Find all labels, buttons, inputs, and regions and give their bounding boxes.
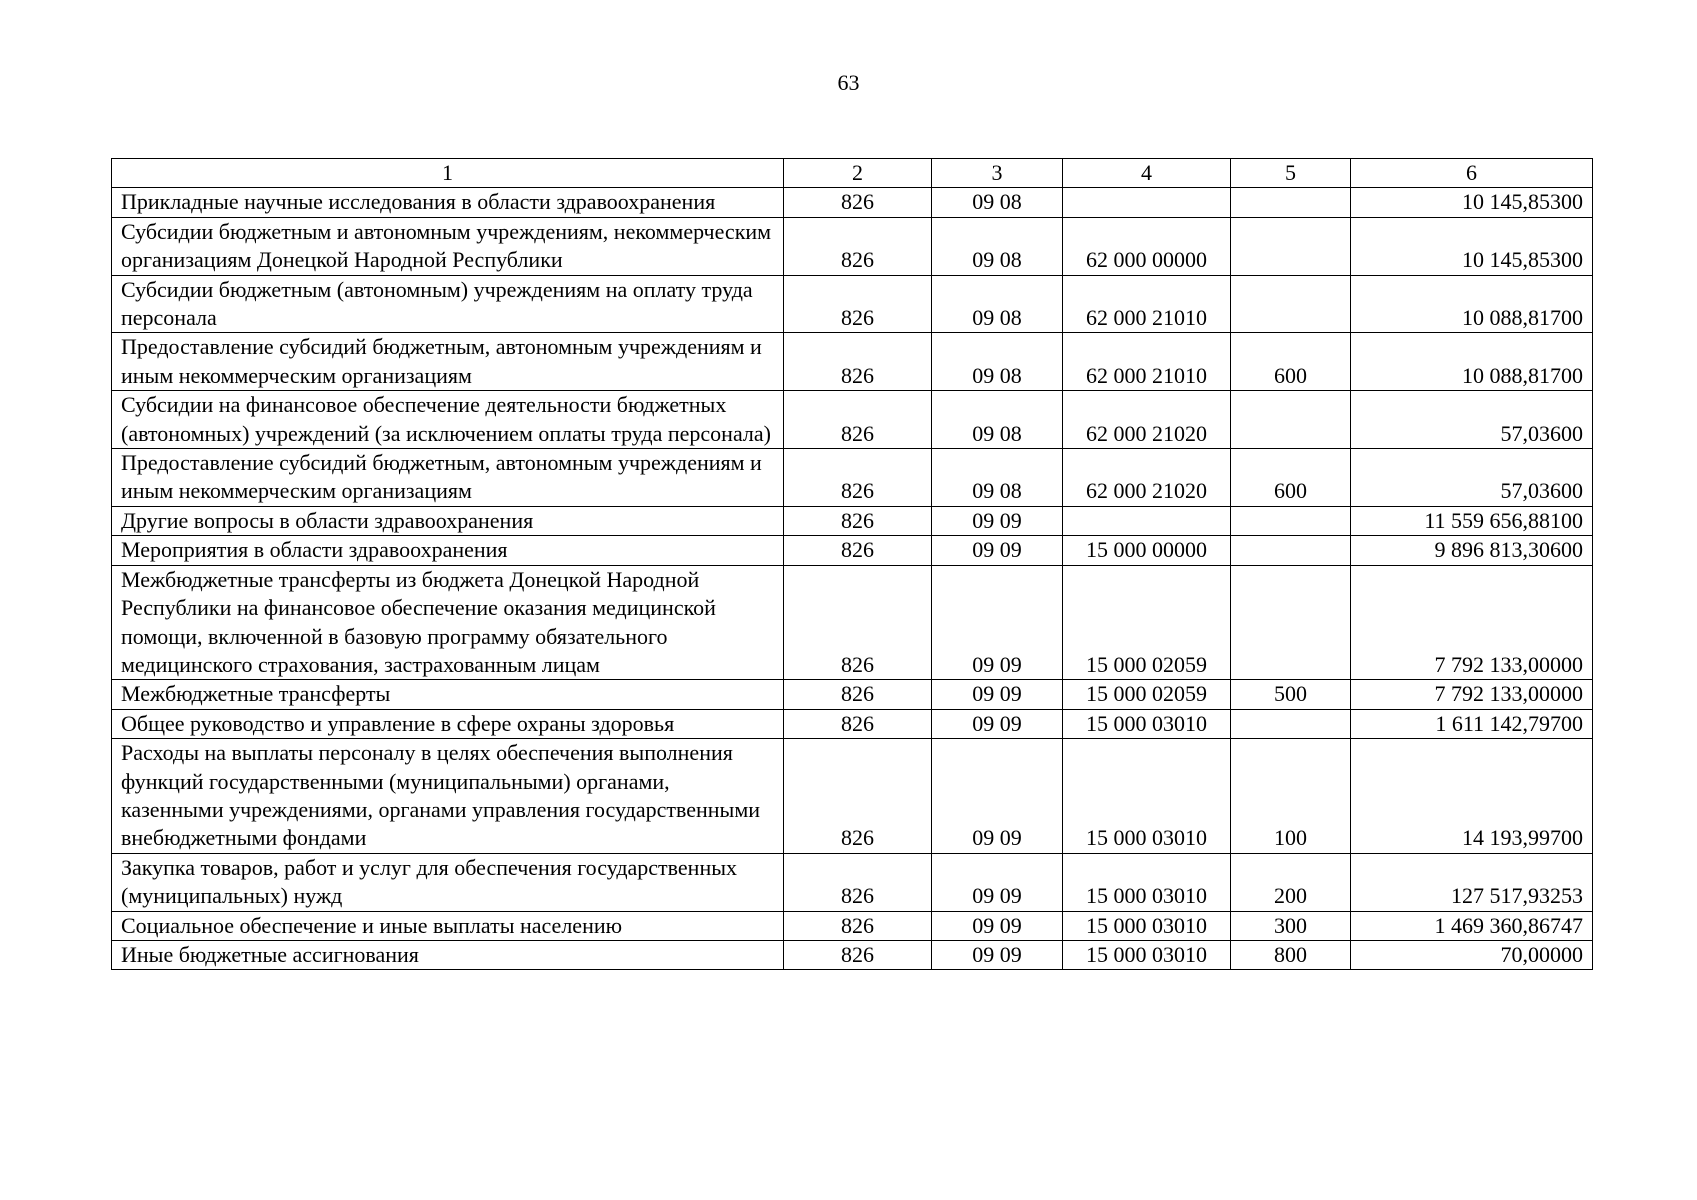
expense-name-cell: Закупка товаров, работ и услуг для обеспечения государственных (муниципальных) нужд xyxy=(112,853,784,911)
target-article-cell: 15 000 03010 xyxy=(1063,940,1231,969)
expense-name-cell: Расходы на выплаты персоналу в целях обеспечения выполнения функций государственными (муниципальными) органами, казенными учреждениями, органами управления государственными внебюджетными фондами xyxy=(112,739,784,854)
ministry-code-cell: 826 xyxy=(784,391,932,449)
column-header: 1 xyxy=(112,159,784,188)
expense-name-cell: Предоставление субсидий бюджетным, автономным учреждениям и иным некоммерческим организациям xyxy=(112,333,784,391)
target-article-cell xyxy=(1063,506,1231,535)
amount-cell: 1 469 360,86747 xyxy=(1351,911,1593,940)
column-header: 4 xyxy=(1063,159,1231,188)
table-row xyxy=(112,275,1593,333)
amount-cell: 7 792 133,00000 xyxy=(1351,680,1593,709)
amount-cell: 10 088,81700 xyxy=(1351,333,1593,391)
expense-name-cell: Иные бюджетные ассигнования xyxy=(112,940,784,969)
expense-type-cell xyxy=(1231,275,1351,333)
ministry-code-cell: 826 xyxy=(784,940,932,969)
table-row xyxy=(112,853,1593,911)
target-article-cell xyxy=(1063,188,1231,217)
expense-type-cell xyxy=(1231,536,1351,565)
amount-cell: 10 145,85300 xyxy=(1351,188,1593,217)
ministry-code-cell: 826 xyxy=(784,217,932,275)
amount-cell: 10 145,85300 xyxy=(1351,217,1593,275)
page-number: 63 xyxy=(837,70,860,95)
amount-cell: 10 088,81700 xyxy=(1351,275,1593,333)
expense-type-cell: 600 xyxy=(1231,333,1351,391)
expense-type-cell: 100 xyxy=(1231,739,1351,854)
amount-cell: 57,03600 xyxy=(1351,449,1593,507)
table-row xyxy=(112,217,1593,275)
target-article-cell: 15 000 02059 xyxy=(1063,565,1231,680)
section-code-cell: 09 09 xyxy=(932,709,1063,738)
ministry-code-cell: 826 xyxy=(784,449,932,507)
section-code-cell: 09 08 xyxy=(932,449,1063,507)
section-code-cell: 09 09 xyxy=(932,506,1063,535)
ministry-code-cell: 826 xyxy=(784,333,932,391)
section-code-cell: 09 08 xyxy=(932,333,1063,391)
expense-name-cell: Субсидии бюджетным и автономным учреждениям, некоммерческим организациям Донецкой Народной Республики xyxy=(112,217,784,275)
column-header: 2 xyxy=(784,159,932,188)
section-code-cell: 09 08 xyxy=(932,217,1063,275)
table-row xyxy=(112,536,1593,565)
section-code-cell: 09 09 xyxy=(932,536,1063,565)
expense-name-cell: Предоставление субсидий бюджетным, автономным учреждениям и иным некоммерческим организациям xyxy=(112,449,784,507)
expense-name-cell: Другие вопросы в области здравоохранения xyxy=(112,506,784,535)
expense-name-cell: Межбюджетные трансферты xyxy=(112,680,784,709)
expense-type-cell: 200 xyxy=(1231,853,1351,911)
expense-type-cell xyxy=(1231,217,1351,275)
table-row xyxy=(112,565,1593,680)
ministry-code-cell: 826 xyxy=(784,739,932,854)
column-header: 6 xyxy=(1351,159,1593,188)
target-article-cell: 15 000 03010 xyxy=(1063,911,1231,940)
expense-name-cell: Субсидии бюджетным (автономным) учреждениям на оплату труда персонала xyxy=(112,275,784,333)
target-article-cell: 15 000 03010 xyxy=(1063,853,1231,911)
expense-type-cell: 300 xyxy=(1231,911,1351,940)
ministry-code-cell: 826 xyxy=(784,709,932,738)
expense-type-cell xyxy=(1231,391,1351,449)
expense-type-cell xyxy=(1231,188,1351,217)
section-code-cell: 09 09 xyxy=(932,853,1063,911)
expense-name-cell: Общее руководство и управление в сфере охраны здоровья xyxy=(112,709,784,738)
target-article-cell: 62 000 21020 xyxy=(1063,391,1231,449)
target-article-cell: 15 000 03010 xyxy=(1063,709,1231,738)
amount-cell: 70,00000 xyxy=(1351,940,1593,969)
table-header-row xyxy=(112,159,1593,188)
target-article-cell: 62 000 21010 xyxy=(1063,333,1231,391)
section-code-cell: 09 09 xyxy=(932,940,1063,969)
expense-name-cell: Прикладные научные исследования в области здравоохранения xyxy=(112,188,784,217)
amount-cell: 1 611 142,79700 xyxy=(1351,709,1593,738)
amount-cell: 11 559 656,88100 xyxy=(1351,506,1593,535)
ministry-code-cell: 826 xyxy=(784,275,932,333)
section-code-cell: 09 09 xyxy=(932,739,1063,854)
column-header: 5 xyxy=(1231,159,1351,188)
table-row xyxy=(112,709,1593,738)
section-code-cell: 09 09 xyxy=(932,911,1063,940)
budget-table xyxy=(111,158,1593,970)
expense-type-cell xyxy=(1231,506,1351,535)
expense-type-cell: 800 xyxy=(1231,940,1351,969)
target-article-cell: 62 000 21020 xyxy=(1063,449,1231,507)
table-row xyxy=(112,391,1593,449)
ministry-code-cell: 826 xyxy=(784,680,932,709)
expense-type-cell xyxy=(1231,565,1351,680)
amount-cell: 127 517,93253 xyxy=(1351,853,1593,911)
ministry-code-cell: 826 xyxy=(784,853,932,911)
amount-cell: 9 896 813,30600 xyxy=(1351,536,1593,565)
table-row xyxy=(112,333,1593,391)
column-header: 3 xyxy=(932,159,1063,188)
target-article-cell: 15 000 02059 xyxy=(1063,680,1231,709)
table-row xyxy=(112,940,1593,969)
table-body xyxy=(112,188,1593,970)
target-article-cell: 62 000 21010 xyxy=(1063,275,1231,333)
section-code-cell: 09 09 xyxy=(932,680,1063,709)
expense-name-cell: Социальное обеспечение и иные выплаты населению xyxy=(112,911,784,940)
expense-name-cell: Мероприятия в области здравоохранения xyxy=(112,536,784,565)
ministry-code-cell: 826 xyxy=(784,188,932,217)
section-code-cell: 09 08 xyxy=(932,391,1063,449)
expense-type-cell: 500 xyxy=(1231,680,1351,709)
target-article-cell: 62 000 00000 xyxy=(1063,217,1231,275)
section-code-cell: 09 09 xyxy=(932,565,1063,680)
ministry-code-cell: 826 xyxy=(784,911,932,940)
table-row xyxy=(112,449,1593,507)
amount-cell: 14 193,99700 xyxy=(1351,739,1593,854)
table-row xyxy=(112,911,1593,940)
amount-cell: 57,03600 xyxy=(1351,391,1593,449)
ministry-code-cell: 826 xyxy=(784,565,932,680)
expense-type-cell: 600 xyxy=(1231,449,1351,507)
table-row xyxy=(112,739,1593,854)
ministry-code-cell: 826 xyxy=(784,506,932,535)
table-row xyxy=(112,506,1593,535)
target-article-cell: 15 000 03010 xyxy=(1063,739,1231,854)
expense-type-cell xyxy=(1231,709,1351,738)
table-row xyxy=(112,680,1593,709)
expense-name-cell: Межбюджетные трансферты из бюджета Донецкой Народной Республики на финансовое обеспечение оказания медицинской помощи, включенной в базовую программу обязательного медицинского страхования, застрахованным лицам xyxy=(112,565,784,680)
table-row xyxy=(112,188,1593,217)
expense-name-cell: Субсидии на финансовое обеспечение деятельности бюджетных (автономных) учреждений (за исключением оплаты труда персонала) xyxy=(112,391,784,449)
section-code-cell: 09 08 xyxy=(932,275,1063,333)
amount-cell: 7 792 133,00000 xyxy=(1351,565,1593,680)
section-code-cell: 09 08 xyxy=(932,188,1063,217)
ministry-code-cell: 826 xyxy=(784,536,932,565)
target-article-cell: 15 000 00000 xyxy=(1063,536,1231,565)
